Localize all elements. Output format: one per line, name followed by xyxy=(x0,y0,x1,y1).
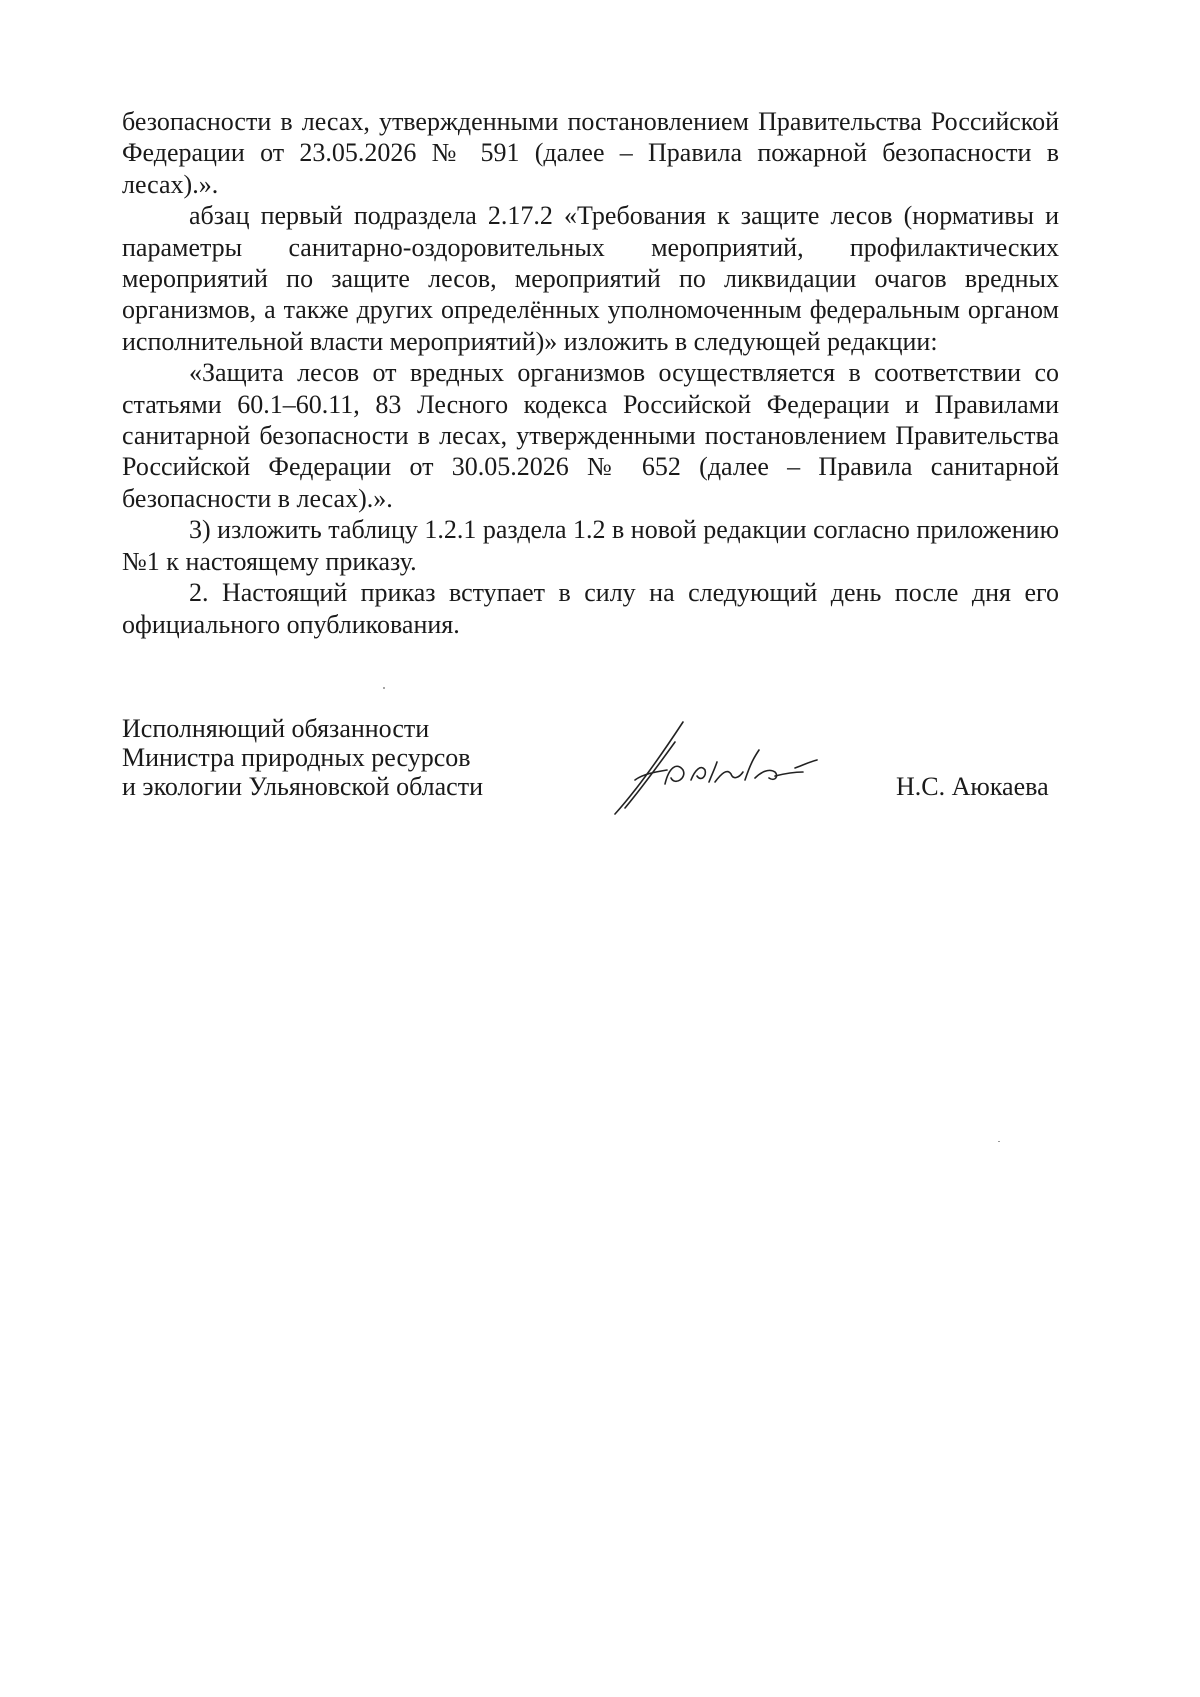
signer-name: Н.С. Аюкаева xyxy=(896,772,1049,801)
paragraph-item-3: 3) изложить таблицу 1.2.1 раздела 1.2 в новой редакции согласно приложению №1 к настоящему приказу. xyxy=(122,515,1059,576)
signatory-title-line: Министра природных ресурсов xyxy=(122,743,471,772)
signatory-title xyxy=(122,714,542,801)
scan-speck xyxy=(383,687,385,689)
signatory-title-line: и экологии Ульяновской области xyxy=(122,772,483,801)
paragraph-continuation: безопасности в лесах, утвержденными постановлением Правительства Российской Федерации от 23.05.2026 № 591 (далее – Правила пожарной безопасности в лесах).». xyxy=(122,107,1059,199)
paragraph-quoted-wording: «Защита лесов от вредных организмов осуществляется в соответствии со статьями 60.1–60.11, 83 Лесного кодекса Российской Федерации и Правилами санитарной безопасности в лесах, утвержденными постановлением Правительства Российской Федерации от 30.05.2026 № 652 (далее – Правила санитарной безопасности в лесах).». xyxy=(122,358,1059,513)
handwritten-signature xyxy=(605,712,835,822)
signatory-title-line: Исполняющий обязанности xyxy=(122,714,430,743)
paragraph-entry-into-force: 2. Настоящий приказ вступает в силу на следующий день после дня его официального опубликования. xyxy=(122,578,1059,639)
document-body xyxy=(122,106,1059,640)
scan-speck xyxy=(998,1141,1000,1142)
paragraph-amendment-2-17-2: абзац первый подраздела 2.17.2 «Требования к защите лесов (нормативы и параметры санитарно-оздоровительных мероприятий, профилактических мероприятий по защите лесов, мероприятий по ликвидации очагов вредных организмов, а также других определённых уполномоченным федеральным органом исполнительной власти мероприятий)» изложить в следующей редакции: xyxy=(122,201,1059,356)
